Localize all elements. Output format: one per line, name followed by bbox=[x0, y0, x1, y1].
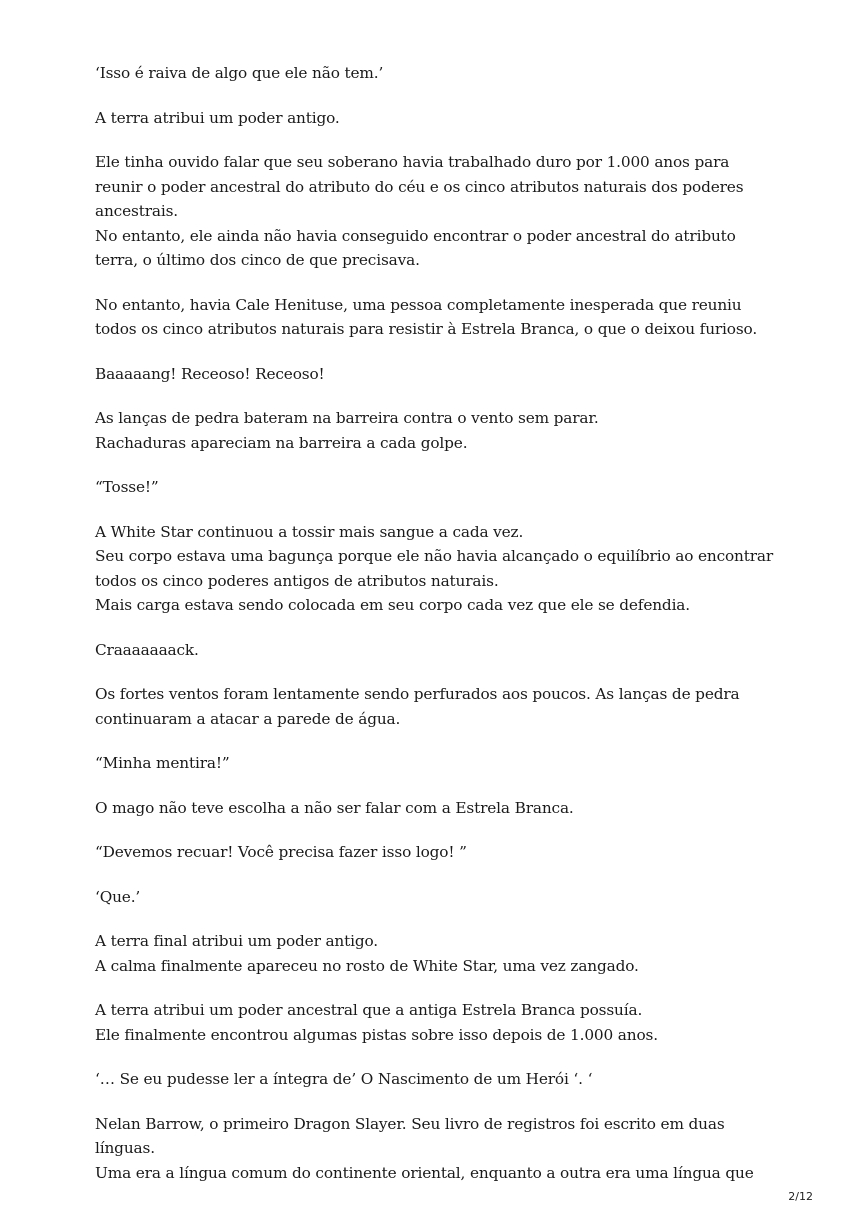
paragraph bbox=[95, 362, 795, 387]
text-line: reunir o poder ancestral do atributo do céu e os cinco atributos naturais dos poderes bbox=[95, 177, 744, 196]
text-line: No entanto, havia Cale Henituse, uma pessoa completamente inesperada que reuniu bbox=[95, 295, 742, 314]
text-line: línguas. bbox=[95, 1139, 155, 1157]
text-line: Craaaaaaack. bbox=[95, 640, 199, 659]
text-line: No entanto, ele ainda não havia conseguido encontrar o poder ancestral do atributo bbox=[95, 226, 736, 245]
paragraph bbox=[95, 885, 795, 910]
text-line: continuaram a atacar a parede de água. bbox=[95, 709, 401, 728]
paragraph bbox=[95, 796, 795, 821]
text-line: ‘… Se eu pudesse ler a íntegra de’ O Nascimento de um Herói ‘. ‘ bbox=[95, 1070, 593, 1088]
text-line: As lanças de pedra bateram na barreira contra o vento sem parar. bbox=[95, 409, 599, 427]
paragraph bbox=[95, 61, 795, 86]
paragraph bbox=[95, 293, 795, 342]
text-line: “Tosse!” bbox=[95, 478, 159, 496]
text-line: A terra final atribui um poder antigo. bbox=[95, 932, 379, 950]
paragraph bbox=[95, 1112, 795, 1186]
text-line: Uma era a língua comum do continente oriental, enquanto a outra era uma língua que bbox=[95, 1163, 754, 1182]
text-line: todos os cinco poderes antigos de atributos naturais. bbox=[95, 571, 499, 590]
text-line: Mais carga estava sendo colocada em seu corpo cada vez que ele se defendia. bbox=[95, 596, 690, 614]
paragraph bbox=[95, 406, 795, 455]
text-line: Baaaaang! Receoso! Receoso! bbox=[95, 364, 325, 383]
text-line: “Devemos recuar! Você precisa fazer isso logo! ” bbox=[95, 843, 467, 861]
text-line: “Minha mentira!” bbox=[95, 754, 230, 772]
text-line: A White Star continuou a tossir mais sangue a cada vez. bbox=[95, 522, 524, 541]
paragraph bbox=[95, 751, 795, 776]
text-line: ‘Isso é raiva de algo que ele não tem.’ bbox=[95, 64, 384, 82]
paragraph bbox=[95, 150, 795, 273]
text-line: ancestrais. bbox=[95, 202, 178, 220]
text-line: A terra atribui um poder ancestral que a antiga Estrela Branca possuía. bbox=[95, 1001, 643, 1019]
document-body bbox=[95, 61, 795, 1205]
page-number: 2/12 bbox=[788, 1190, 813, 1203]
text-line: A terra atribui um poder antigo. bbox=[95, 108, 340, 127]
text-line: A calma finalmente apareceu no rosto de White Star, uma vez zangado. bbox=[95, 956, 639, 975]
paragraph bbox=[95, 638, 795, 663]
text-line: Nelan Barrow, o primeiro Dragon Slayer. Seu livro de registros foi escrito em duas bbox=[95, 1114, 725, 1133]
text-line: O mago não teve escolha a não ser falar com a Estrela Branca. bbox=[95, 798, 574, 817]
paragraph bbox=[95, 929, 795, 978]
paragraph bbox=[95, 106, 795, 131]
text-line: Seu corpo estava uma bagunça porque ele não havia alcançado o equilíbrio ao encontrar bbox=[95, 547, 774, 565]
text-line: Os fortes ventos foram lentamente sendo perfurados aos poucos. As lanças de pedra bbox=[95, 685, 740, 703]
paragraph bbox=[95, 1067, 795, 1092]
paragraph bbox=[95, 998, 795, 1047]
paragraph bbox=[95, 840, 795, 865]
text-line: Rachaduras apareciam na barreira a cada golpe. bbox=[95, 433, 468, 452]
text-line: Ele finalmente encontrou algumas pistas sobre isso depois de 1.000 anos. bbox=[95, 1025, 658, 1044]
text-line: todos os cinco atributos naturais para resistir à Estrela Branca, o que o deixou furioso. bbox=[95, 320, 758, 338]
text-line: terra, o último dos cinco de que precisava. bbox=[95, 251, 420, 269]
paragraph bbox=[95, 475, 795, 500]
paragraph bbox=[95, 682, 795, 731]
text-line: ‘Que.’ bbox=[95, 887, 141, 906]
paragraph bbox=[95, 520, 795, 618]
text-line: Ele tinha ouvido falar que seu soberano havia trabalhado duro por 1.000 anos para bbox=[95, 153, 730, 171]
